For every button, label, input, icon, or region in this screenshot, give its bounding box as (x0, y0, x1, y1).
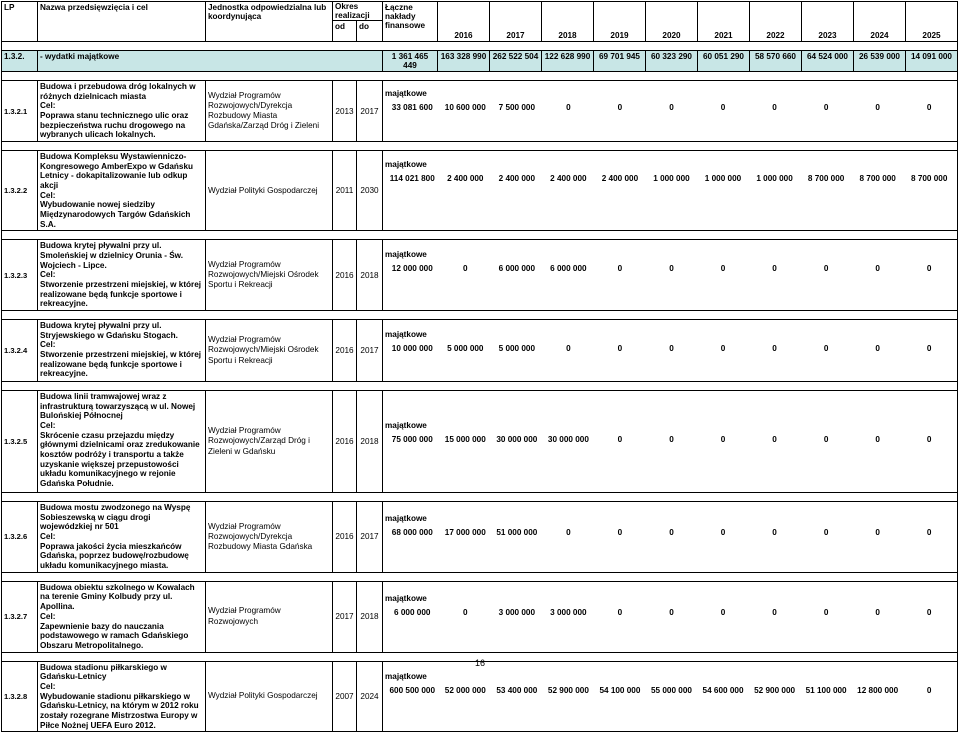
project-unit: Wydział Programów Rozwojowych/Dyrekcja Rozbudowy Miasta Gdańska/Zarząd Dróg i Zieleni (206, 81, 333, 142)
summary-value: 122 628 990 (542, 51, 594, 72)
project-name-cell (38, 581, 206, 652)
project-row (2, 320, 958, 382)
project-year-value: 0 (772, 344, 777, 354)
project-year-value: 6 000 000 (550, 264, 587, 274)
project-goal-label: Cel: (40, 532, 56, 542)
project-financing (383, 240, 958, 311)
project-name: Budowa linii tramwajowej wraz z infrastrukturą towarzyszącą w ul. Nowej Bulońskiej Północnej (40, 392, 196, 421)
header-year: 2016 (438, 2, 490, 42)
project-goal: Skrócenie czasu przejazdu między głównymi dzielnicami oraz zredukowanie kosztów podróży i transportu a także uzyskanie większej przepustowości układu komunikacyjnego w rejonie Gdańska Południe. (40, 430, 200, 489)
project-year-value: 0 (669, 607, 674, 617)
project-name: Budowa i przebudowa dróg lokalnych w różnych dzielnicach miasta (40, 82, 196, 101)
project-year-value: 51 100 000 (805, 685, 847, 695)
project-year-value: 0 (669, 264, 674, 274)
project-year-value: 5 000 000 (498, 344, 536, 354)
spacer-row (2, 572, 958, 581)
project-year-value: 0 (617, 528, 623, 538)
project-start-year: 2016 (333, 502, 357, 573)
project-total-value: 114 021 800 (389, 174, 435, 184)
project-unit: Wydział Programów Rozwojowych/Dyrekcja Rozbudowy Miasta Gdańska (206, 502, 333, 573)
project-lp: 1.3.2.1 (2, 81, 38, 142)
project-goal: Wybudowanie nowej siedziby Międzynarodowych Targów Gdańskich S.A. (40, 200, 191, 229)
project-total-value: 12 000 000 (391, 264, 433, 274)
spacer-row (2, 142, 958, 151)
project-year-value: 0 (772, 103, 777, 112)
project-financing (383, 502, 958, 573)
summary-value: 69 701 945 (594, 51, 646, 72)
project-year-value: 0 (669, 103, 674, 112)
header-year: 2021 (698, 2, 750, 42)
project-year-value: 53 400 000 (496, 685, 538, 695)
project-year-value: 0 (463, 607, 468, 617)
project-unit: Wydział Programów Rozwojowych (206, 581, 333, 652)
spacer-cell (2, 493, 958, 502)
project-unit: Wydział Programów Rozwojowych/Miejski Ośrodek Sportu i Rekreacji (206, 320, 333, 382)
project-year-value: 0 (875, 435, 880, 445)
project-lp: 1.3.2.7 (2, 581, 38, 652)
project-goal-label: Cel: (40, 340, 56, 350)
project-row (2, 502, 958, 573)
project-start-year: 2011 (333, 151, 357, 231)
project-year-value: 52 900 000 (754, 685, 796, 695)
project-name-cell (38, 151, 206, 231)
project-row (2, 151, 958, 231)
financing-type: majątkowe (385, 250, 427, 260)
project-financing (383, 81, 958, 142)
project-end-year: 2018 (357, 581, 383, 652)
header-year: 2020 (646, 2, 698, 42)
project-year-value: 0 (617, 344, 623, 354)
header-year: 2022 (750, 2, 802, 42)
project-unit: Wydział Polityki Gospodarczej (206, 661, 333, 732)
financing-type: majątkowe (385, 421, 427, 431)
project-name: Budowa Kompleksu Wystawienniczo-Kongresowego AmberExpo w Gdańsku Letnicy - dokapitalizowanie lub odkup akcji (40, 152, 194, 191)
page-number: 16 (474, 658, 485, 668)
project-total-value: 68 000 000 (391, 528, 433, 538)
summary-value: 58 570 660 (750, 51, 802, 72)
project-total-value: 10 000 000 (391, 344, 433, 354)
project-year-value: 0 (566, 528, 571, 538)
project-year-value: 0 (617, 103, 623, 112)
project-year-value: 52 000 000 (444, 685, 486, 695)
project-goal: Poprawa jakości życia mieszkańców Gdańska, poprzez budowę/rozbudowę układu komunikacyjnego miasta. (40, 541, 189, 571)
project-goal: Wybudowanie stadionu piłkarskiego w Gdańsku-Letnicy, na którym w 2012 roku zostały rozegrane Mistrzostwa Europy w Piłce Nożnej UEFA Euro 2012. (40, 691, 199, 730)
project-year-value: 0 (772, 528, 777, 538)
project-goal: Poprawa stanu technicznego ulic oraz bezpieczeństwa ruchu drogowego na wybranych ulicach lokalnych. (40, 111, 189, 140)
project-year-value: 8 700 000 (807, 174, 845, 184)
project-year-value: 2 400 000 (447, 174, 484, 184)
project-name-cell (38, 391, 206, 493)
project-lp: 1.3.2.6 (2, 502, 38, 573)
header-year: 2024 (854, 2, 906, 42)
project-financing (383, 320, 958, 382)
summary-value: 60 323 290 (646, 51, 698, 72)
project-year-value: 12 800 000 (857, 685, 899, 695)
investment-table (1, 1, 958, 732)
project-start-year: 2016 (333, 320, 357, 382)
project-lp: 1.3.2.8 (2, 661, 38, 732)
project-row (2, 81, 958, 142)
project-year-value: 0 (823, 607, 829, 617)
project-name: Budowa obiektu szkolnego w Kowalach na terenie Gminy Kolbudy przy ul. Apollina. (40, 582, 195, 612)
spacer-row (2, 493, 958, 502)
project-year-value: 1 000 000 (756, 174, 793, 184)
financing-type: majątkowe (385, 514, 427, 524)
project-name: Budowa krytej pływalni przy ul. Smoleńskiej w dzielnicy Orunia - Św. Wojciech - Lipce. (40, 241, 184, 270)
spacer-row (2, 231, 958, 240)
project-year-value: 0 (566, 103, 571, 112)
project-year-value: 0 (463, 264, 468, 274)
project-row (2, 391, 958, 493)
spacer-row (2, 382, 958, 391)
project-year-value: 0 (617, 607, 623, 617)
project-total-value: 6 000 000 (394, 607, 431, 617)
spacer-row (2, 42, 958, 51)
project-year-value: 0 (772, 264, 777, 274)
project-year-value: 3 000 000 (498, 607, 536, 617)
project-lp: 1.3.2.5 (2, 391, 38, 493)
project-year-value: 0 (926, 528, 932, 538)
project-year-value: 6 000 000 (498, 264, 536, 274)
project-year-value: 7 500 000 (498, 103, 536, 112)
project-year-value: 51 000 000 (496, 528, 538, 538)
financing-type: majątkowe (385, 593, 427, 603)
project-goal-label: Cel: (40, 190, 56, 200)
summary-value: 64 524 000 (802, 51, 854, 72)
project-year-value: 0 (720, 344, 726, 354)
project-year-value: 0 (926, 435, 932, 445)
project-financing (383, 581, 958, 652)
project-end-year: 2030 (357, 151, 383, 231)
project-name-cell (38, 240, 206, 311)
project-financing (383, 151, 958, 231)
header-fin: Łączne nakłady finansowe (383, 2, 438, 42)
project-year-value: 30 000 000 (547, 435, 589, 445)
project-year-value: 0 (669, 435, 674, 445)
spacer-cell (2, 311, 958, 320)
project-year-value: 2 400 000 (601, 174, 639, 184)
project-year-value: 0 (720, 103, 726, 112)
project-year-value: 0 (772, 435, 777, 445)
project-name: Budowa stadionu piłkarskiego w Gdańsku-Letnicy (40, 662, 167, 682)
project-start-year: 2017 (333, 581, 357, 652)
project-year-value: 5 000 000 (447, 344, 484, 354)
summary-value: 262 522 504 (490, 51, 542, 72)
spacer-row (2, 72, 958, 81)
project-year-value: 8 700 000 (859, 174, 896, 184)
financing-type: majątkowe (385, 160, 427, 170)
project-year-value: 0 (875, 103, 880, 112)
header-period: Okres realizacji (333, 2, 383, 21)
header-lp: LP (2, 2, 38, 42)
project-year-value: 0 (617, 435, 623, 445)
project-end-year: 2018 (357, 391, 383, 493)
project-year-value: 0 (669, 528, 674, 538)
project-year-value: 10 600 000 (444, 103, 486, 112)
project-year-value: 0 (720, 435, 726, 445)
project-total-value: 75 000 000 (391, 435, 433, 445)
project-name: Budowa krytej pływalni przy ul. Stryjewskiego w Gdańsku Stogach. (40, 321, 178, 340)
project-end-year: 2018 (357, 240, 383, 311)
project-total-value: 33 081 600 (391, 103, 433, 112)
project-end-year: 2024 (357, 661, 383, 732)
header-unit: Jednostka odpowiedzialna lub koordynująca (206, 2, 333, 42)
project-year-value: 0 (720, 528, 726, 538)
project-year-value: 0 (720, 264, 726, 274)
project-year-value: 0 (823, 264, 829, 274)
project-year-value: 30 000 000 (496, 435, 538, 445)
project-year-value: 0 (823, 435, 829, 445)
project-year-value: 52 900 000 (547, 685, 589, 695)
project-year-value: 0 (617, 264, 623, 274)
project-goal: Stworzenie przestrzeni miejskiej, w której realizowane będą funkcje sportowe i rekreacyjne. (40, 280, 202, 309)
project-start-year: 2013 (333, 81, 357, 142)
project-start-year: 2016 (333, 240, 357, 311)
project-name-cell (38, 81, 206, 142)
project-lp: 1.3.2.4 (2, 320, 38, 382)
spacer-cell (2, 382, 958, 391)
project-year-value: 3 000 000 (550, 607, 587, 617)
project-year-value: 15 000 000 (444, 435, 486, 445)
spacer-row (2, 311, 958, 320)
financing-type: majątkowe (385, 330, 427, 340)
project-year-value: 0 (823, 103, 829, 112)
project-unit: Wydział Programów Rozwojowych/Zarząd Dróg i Zieleni w Gdańsku (206, 391, 333, 493)
project-name-cell (38, 661, 206, 732)
project-year-value: 2 400 000 (550, 174, 587, 184)
project-start-year: 2007 (333, 661, 357, 732)
financing-type: majątkowe (385, 671, 427, 681)
project-financing (383, 661, 958, 732)
header-year: 2019 (594, 2, 646, 42)
project-goal-label: Cel: (40, 611, 56, 621)
project-year-value: 0 (720, 607, 726, 617)
summary-value: 14 091 000 (906, 51, 958, 72)
header-row (2, 2, 958, 21)
project-year-value: 1 000 000 (704, 174, 742, 184)
header-do: do (357, 21, 383, 42)
project-goal: Zapewnienie bazy do nauczania podstawowego w ramach Gdańskiego Obszaru Metropolitalnego. (40, 621, 189, 650)
project-year-value: 0 (875, 528, 880, 538)
project-name-cell (38, 502, 206, 573)
project-year-value: 0 (926, 103, 932, 112)
project-end-year: 2017 (357, 81, 383, 142)
project-unit: Wydział Programów Rozwojowych/Miejski Ośrodek Sportu i Rekreacji (206, 240, 333, 311)
project-rows (2, 81, 958, 732)
summary-label: - wydatki majątkowe (38, 51, 383, 72)
spacer-cell (2, 142, 958, 151)
project-name-cell (38, 320, 206, 382)
project-year-value: 0 (875, 344, 880, 354)
financing-type: majątkowe (385, 89, 427, 98)
header-year: 2025 (906, 2, 958, 42)
project-lp: 1.3.2.3 (2, 240, 38, 311)
header-od: od (333, 21, 357, 42)
project-year-value: 0 (926, 685, 932, 695)
project-year-value: 0 (926, 264, 932, 274)
summary-lp: 1.3.2. (2, 51, 38, 72)
project-name: Budowa mostu zwodzonego na Wyspę Sobieszewską w ciągu drogi wojewódzkiej nr 501 (40, 503, 191, 532)
spacer-cell (2, 231, 958, 240)
project-lp: 1.3.2.2 (2, 151, 38, 231)
project-year-value: 0 (875, 264, 880, 274)
project-year-value: 8 700 000 (910, 174, 948, 184)
project-year-value: 0 (669, 344, 674, 354)
project-row (2, 661, 958, 732)
spacer-cell (2, 572, 958, 581)
project-financing (383, 391, 958, 493)
project-year-value: 0 (823, 528, 829, 538)
project-year-value: 0 (926, 344, 932, 354)
project-end-year: 2017 (357, 502, 383, 573)
project-year-value: 0 (772, 607, 777, 617)
project-goal-label: Cel: (40, 421, 56, 431)
project-year-value: 17 000 000 (444, 528, 486, 538)
project-row (2, 581, 958, 652)
project-year-value: 2 400 000 (498, 174, 536, 184)
project-end-year: 2017 (357, 320, 383, 382)
header-name: Nazwa przedsięwzięcia i cel (38, 2, 206, 42)
project-year-value: 1 000 000 (653, 174, 690, 184)
project-year-value: 0 (875, 607, 880, 617)
project-year-value: 55 000 000 (650, 685, 692, 695)
project-row (2, 240, 958, 311)
header-year: 2017 (490, 2, 542, 42)
summary-row (2, 51, 958, 72)
project-unit: Wydział Polityki Gospodarczej (206, 151, 333, 231)
project-goal: Stworzenie przestrzeni miejskiej, w której realizowane będą funkcje sportowe i rekreacyjne. (40, 350, 202, 379)
project-goal-label: Cel: (40, 681, 56, 691)
project-year-value: 54 600 000 (702, 685, 744, 695)
project-start-year: 2016 (333, 391, 357, 493)
project-year-value: 0 (566, 344, 571, 354)
header-year: 2023 (802, 2, 854, 42)
summary-total: 1 361 465 449 (383, 51, 438, 72)
project-year-value: 54 100 000 (599, 685, 641, 695)
summary-value: 26 539 000 (854, 51, 906, 72)
summary-value: 60 051 290 (698, 51, 750, 72)
project-goal-label: Cel: (40, 101, 56, 111)
project-total-value: 600 500 000 (389, 685, 436, 695)
project-year-value: 0 (823, 344, 829, 354)
header-year: 2018 (542, 2, 594, 42)
project-year-value: 0 (926, 607, 932, 617)
project-goal-label: Cel: (40, 270, 56, 280)
summary-value: 163 328 990 (438, 51, 490, 72)
